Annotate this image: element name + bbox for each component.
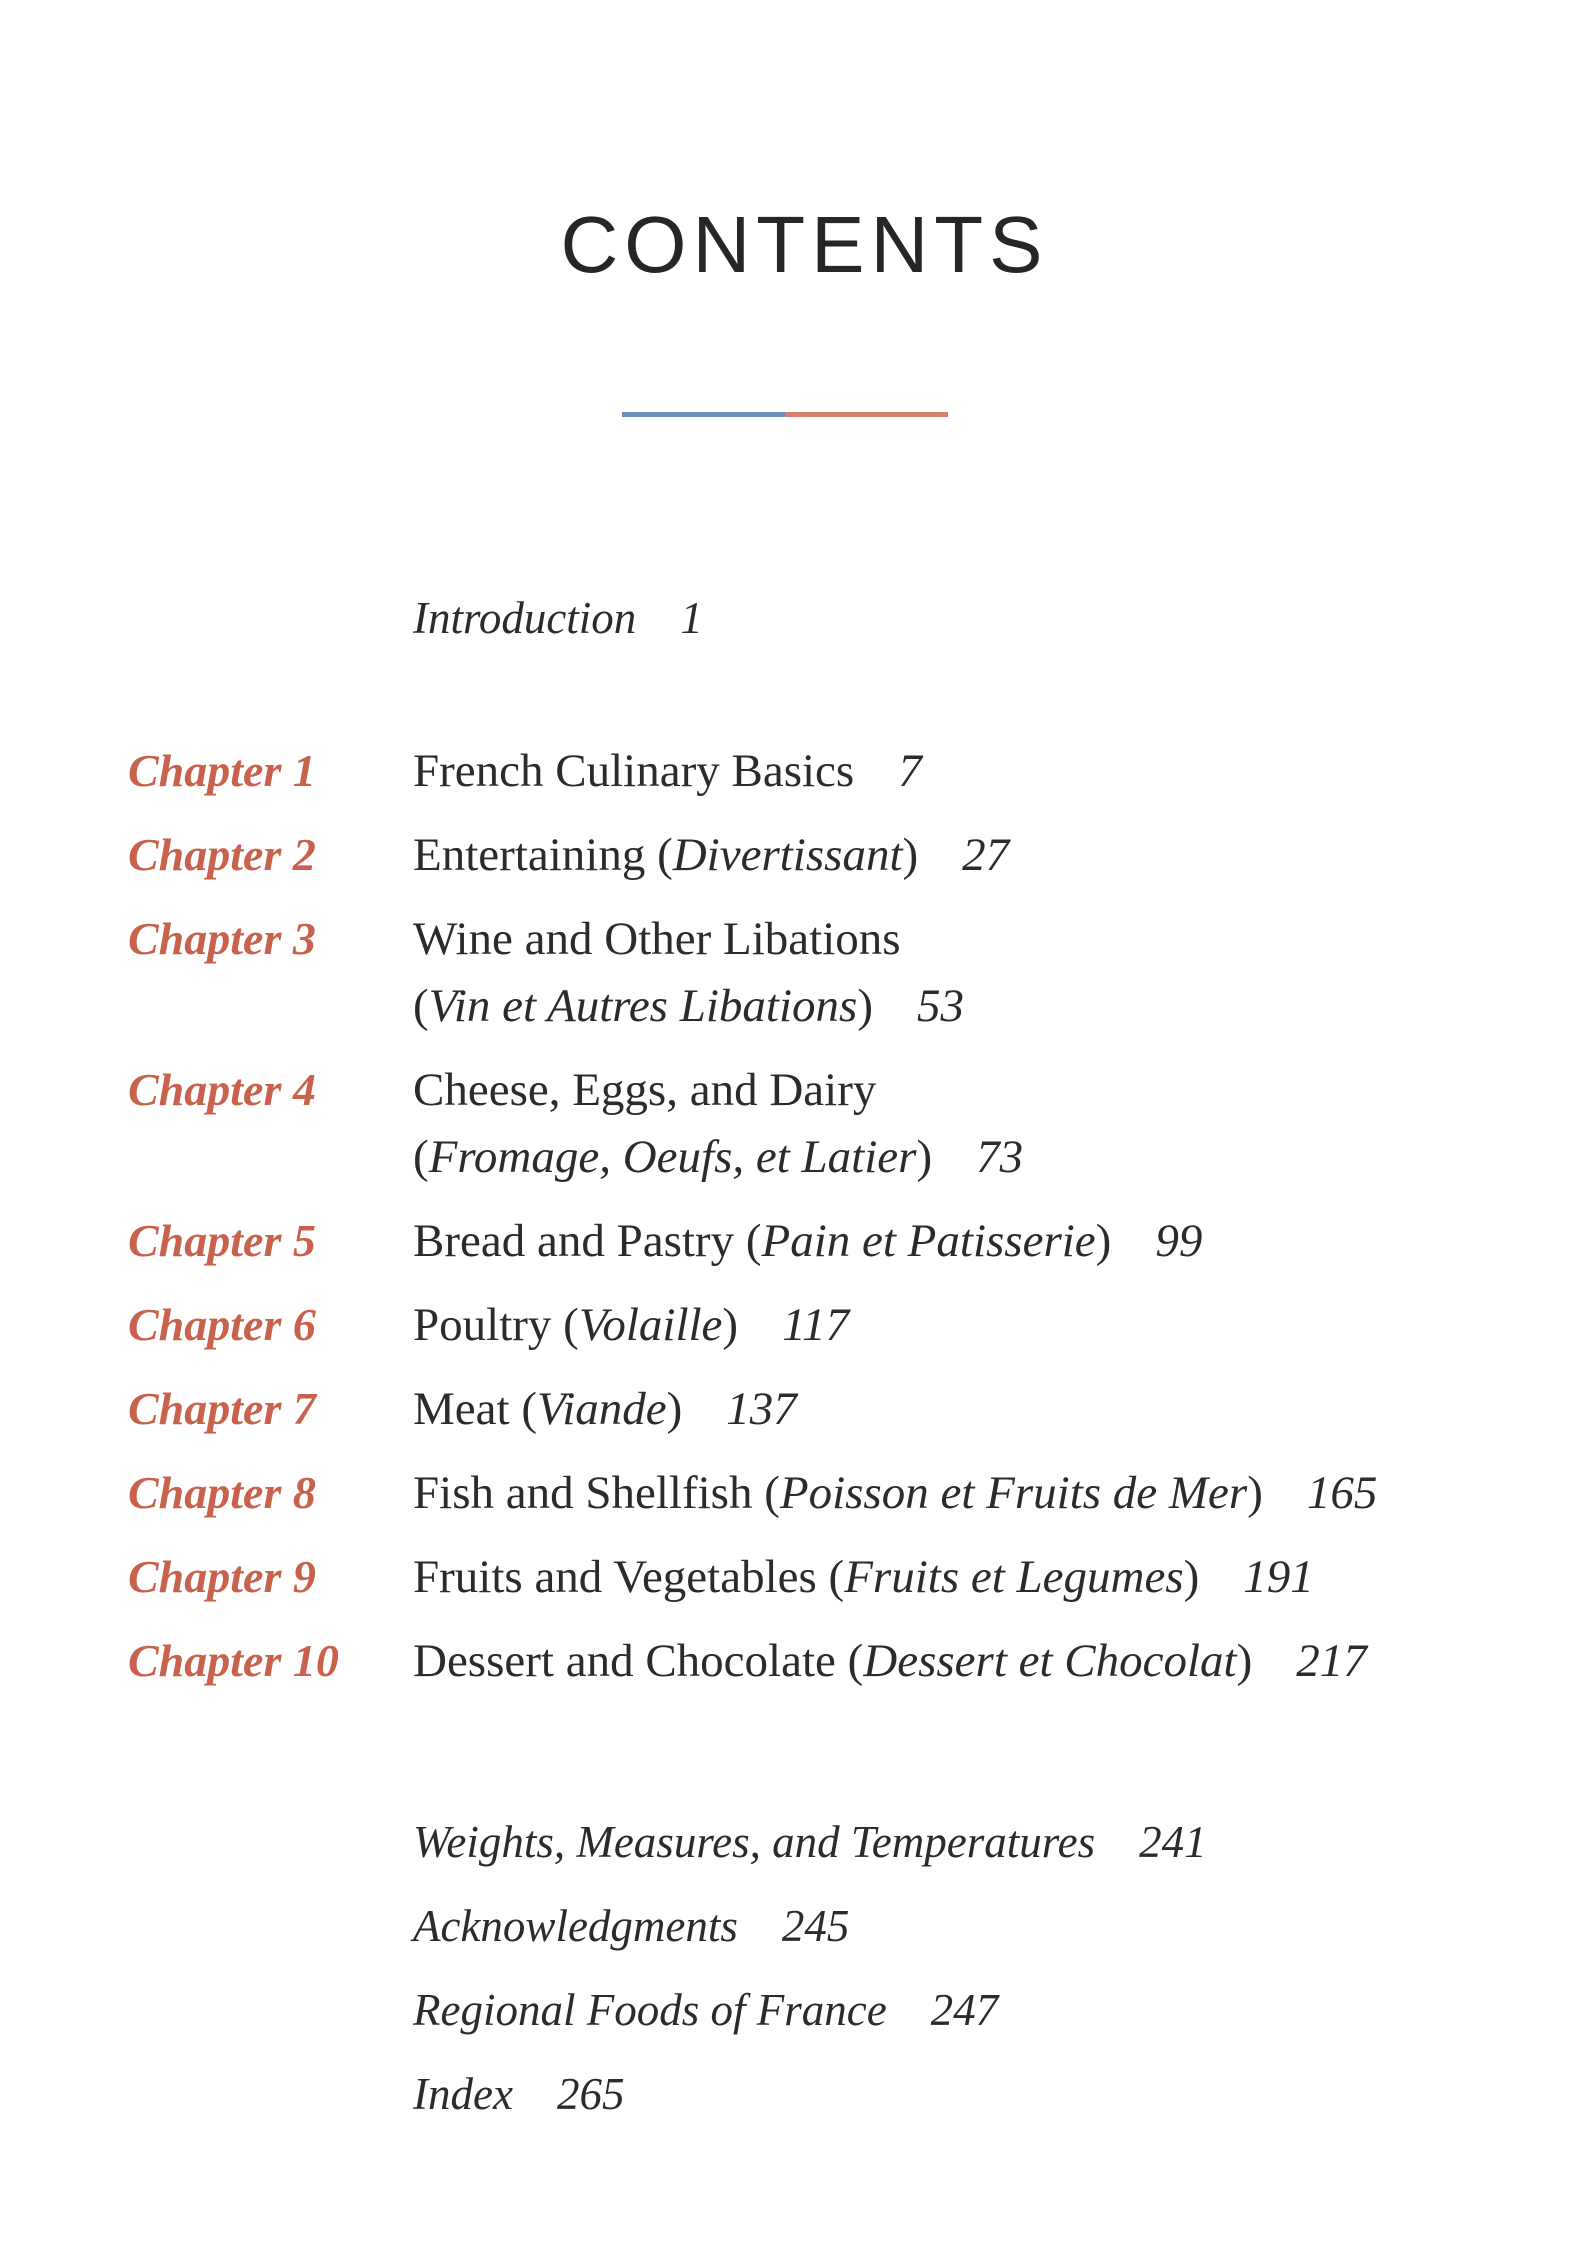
chapter-title-block xyxy=(413,1064,1023,1183)
back-matter-title: Index xyxy=(413,2069,513,2119)
page-number: 99 xyxy=(1155,1215,1203,1267)
chapter-french-subtitle: Volaille xyxy=(578,1299,723,1351)
chapter-french-subtitle: Viande xyxy=(536,1383,667,1435)
divider-red-segment xyxy=(785,412,948,417)
chapter-entry[interactable] xyxy=(0,1383,1589,1467)
chapter-title: Bread and Pastry xyxy=(413,1215,746,1267)
chapter-label: Chapter 2 xyxy=(128,829,316,880)
page-number: 165 xyxy=(1306,1467,1378,1519)
back-matter-entry[interactable] xyxy=(413,1816,1207,1900)
paren-open: ( xyxy=(413,980,429,1032)
chapter-label: Chapter 8 xyxy=(128,1467,316,1518)
chapter-french-subtitle: Poisson et Fruits de Mer xyxy=(779,1467,1248,1519)
page-number: 265 xyxy=(556,2069,625,2119)
page-number: 247 xyxy=(930,1985,999,2035)
title-divider xyxy=(622,412,948,417)
back-matter-entry[interactable] xyxy=(413,1984,1207,2068)
paren-open: ( xyxy=(745,1215,762,1267)
chapter-title: Dessert and Chocolate xyxy=(413,1635,848,1687)
page-number: 217 xyxy=(1296,1635,1367,1687)
chapter-label: Chapter 6 xyxy=(128,1299,316,1350)
chapter-title-block xyxy=(413,913,964,1032)
page-number: 241 xyxy=(1139,1817,1207,1867)
chapter-title-block xyxy=(413,1467,1377,1519)
page-number: 191 xyxy=(1243,1551,1314,1603)
back-matter-title: Acknowledgments xyxy=(413,1901,738,1951)
chapter-title: Cheese, Eggs, and Dairy xyxy=(413,1064,877,1116)
back-matter-title: Regional Foods of France xyxy=(413,1985,887,2035)
paren-open: ( xyxy=(657,829,673,881)
chapter-french-subtitle: Fruits et Legumes xyxy=(844,1551,1184,1603)
chapter-label: Chapter 4 xyxy=(128,1064,316,1115)
chapter-title-block xyxy=(413,1215,1202,1267)
paren-open: ( xyxy=(563,1299,579,1351)
page-number: 117 xyxy=(782,1299,850,1351)
chapter-entry[interactable] xyxy=(0,1064,1589,1215)
paren-open: ( xyxy=(413,1131,429,1183)
paren-close: ) xyxy=(1095,1215,1112,1267)
chapter-label: Chapter 3 xyxy=(128,913,316,964)
page-title: CONTENTS xyxy=(560,200,1049,289)
chapter-entry[interactable] xyxy=(0,913,1589,1064)
chapter-title: Fruits and Vegetables xyxy=(413,1551,829,1603)
page-number: 137 xyxy=(726,1383,797,1435)
front-matter-title: Introduction xyxy=(413,593,637,643)
chapter-french-subtitle: Dessert et Chocolat xyxy=(863,1635,1237,1687)
chapter-title: French Culinary Basics xyxy=(413,745,855,797)
page-number: 73 xyxy=(976,1131,1024,1183)
chapter-entry[interactable] xyxy=(0,1635,1589,1719)
chapter-title-second-line xyxy=(413,1131,1023,1183)
paren-close: ) xyxy=(722,1299,739,1351)
page-number: 27 xyxy=(962,829,1010,881)
chapter-label: Chapter 10 xyxy=(128,1635,339,1686)
back-matter-entry[interactable] xyxy=(413,1900,1207,1984)
chapter-label: Chapter 1 xyxy=(128,745,316,796)
paren-open: ( xyxy=(828,1551,845,1603)
chapter-list xyxy=(0,745,1589,1719)
chapter-title: Poultry xyxy=(413,1299,564,1351)
paren-close: ) xyxy=(1183,1551,1200,1603)
chapter-title: Fish and Shellfish xyxy=(413,1467,765,1519)
chapter-title-block xyxy=(413,829,1009,881)
chapter-title: Meat xyxy=(413,1383,522,1435)
chapter-title-block xyxy=(413,1635,1367,1687)
paren-open: ( xyxy=(847,1635,864,1687)
chapter-title: Entertaining xyxy=(413,829,658,881)
paren-close: ) xyxy=(1247,1467,1263,1519)
page-number: 7 xyxy=(898,745,922,797)
back-matter-title: Weights, Measures, and Temperatures xyxy=(413,1817,1096,1867)
chapter-title-block xyxy=(413,1383,797,1435)
chapter-label: Chapter 7 xyxy=(128,1383,316,1434)
chapter-entry[interactable] xyxy=(0,829,1589,913)
chapter-label: Chapter 9 xyxy=(128,1551,316,1602)
front-matter-entry[interactable] xyxy=(413,593,703,643)
paren-open: ( xyxy=(764,1467,780,1519)
paren-close: ) xyxy=(1236,1635,1253,1687)
paren-close: ) xyxy=(902,829,919,881)
chapter-entry[interactable] xyxy=(0,1551,1589,1635)
paren-close: ) xyxy=(666,1383,683,1435)
paren-open: ( xyxy=(521,1383,537,1435)
paren-close: ) xyxy=(916,1131,933,1183)
chapter-entry[interactable] xyxy=(0,1215,1589,1299)
chapter-french-subtitle: Vin et Autres Libations xyxy=(428,980,858,1032)
back-matter-list xyxy=(413,1816,1207,2152)
paren-close: ) xyxy=(857,980,873,1032)
chapter-entry[interactable] xyxy=(0,745,1589,829)
divider-blue-segment xyxy=(622,412,785,417)
chapter-french-subtitle: Pain et Patisserie xyxy=(761,1215,1096,1267)
chapter-title-block xyxy=(413,745,922,797)
page-number: 245 xyxy=(781,1901,850,1951)
chapter-label: Chapter 5 xyxy=(128,1215,316,1266)
page-number: 53 xyxy=(916,980,964,1032)
page-number: 1 xyxy=(680,593,703,643)
chapter-title: Wine and Other Libations xyxy=(413,913,901,965)
chapter-french-subtitle: Divertissant xyxy=(672,829,903,881)
back-matter-entry[interactable] xyxy=(413,2068,1207,2152)
chapter-title-block xyxy=(413,1299,849,1351)
chapter-title-second-line xyxy=(413,980,964,1032)
chapter-entry[interactable] xyxy=(0,1299,1589,1383)
chapter-title-block xyxy=(413,1551,1314,1603)
chapter-french-subtitle: Fromage, Oeufs, et Latier xyxy=(428,1131,917,1183)
chapter-entry[interactable] xyxy=(0,1467,1589,1551)
